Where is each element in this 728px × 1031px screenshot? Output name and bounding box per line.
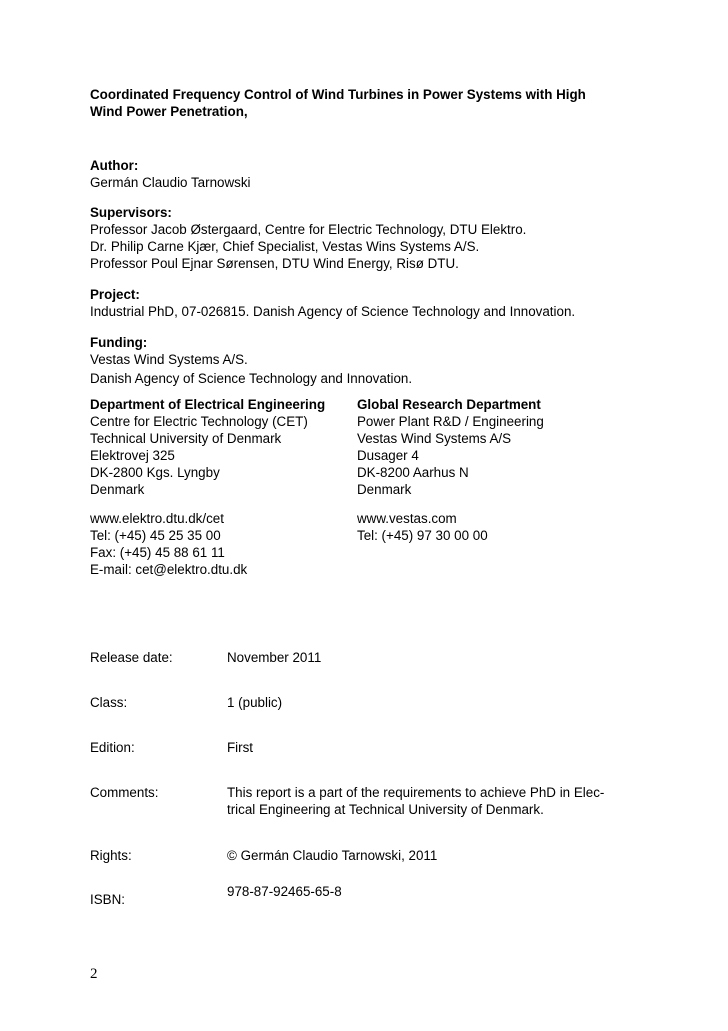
phone-number: Tel: (+45) 45 25 35 00 bbox=[90, 528, 221, 543]
comments-label: Comments: bbox=[90, 785, 159, 800]
class-value: 1 (public) bbox=[227, 695, 283, 710]
funding-item: Danish Agency of Science Technology and Innovation. bbox=[90, 371, 413, 386]
address-line: Power Plant R&D / Engineering bbox=[357, 414, 544, 429]
project-text: Industrial PhD, 07-026815. Danish Agency of Science Technology and Innovation. bbox=[90, 304, 576, 319]
address-line: Denmark bbox=[357, 482, 412, 497]
author-section bbox=[90, 157, 650, 191]
document-title bbox=[90, 86, 650, 120]
rights-value: © Germán Claudio Tarnowski, 2011 bbox=[227, 848, 438, 863]
fax-number: Fax: (+45) 45 88 61 11 bbox=[90, 545, 225, 560]
supervisor-item: Professor Jacob Østergaard, Centre for Electric Technology, DTU Elektro. bbox=[90, 222, 527, 237]
front-matter bbox=[90, 86, 650, 387]
title-line-1: Coordinated Frequency Control of Wind Turbines in Power Systems with High bbox=[90, 87, 586, 102]
supervisor-item: Dr. Philip Carne Kjær, Chief Specialist, Vestas Wins Systems A/S. bbox=[90, 239, 480, 254]
address-line: Denmark bbox=[90, 482, 145, 497]
release-date-label: Release date: bbox=[90, 650, 173, 665]
page-number: 2 bbox=[90, 966, 98, 982]
address-line: Technical University of Denmark bbox=[90, 431, 282, 446]
funding-item: Vestas Wind Systems A/S. bbox=[90, 352, 248, 367]
project-section bbox=[90, 286, 650, 320]
author-label: Author: bbox=[90, 158, 139, 173]
funding-label: Funding: bbox=[90, 335, 148, 350]
email-address[interactable]: E-mail: cet@elektro.dtu.dk bbox=[90, 562, 248, 577]
isbn-label: ISBN: bbox=[90, 892, 125, 907]
address-line: Elektrovej 325 bbox=[90, 448, 175, 463]
address-line: DK-2800 Kgs. Lyngby bbox=[90, 465, 220, 480]
comments-line: This report is a part of the requirements to achieve PhD in Elec- bbox=[227, 785, 605, 800]
left-organisation bbox=[90, 396, 350, 578]
supervisor-item: Professor Poul Ejnar Sørensen, DTU Wind Energy, Risø DTU. bbox=[90, 256, 459, 271]
website-link[interactable]: www.vestas.com bbox=[357, 511, 457, 526]
left-org-heading: Department of Electrical Engineering bbox=[90, 397, 326, 412]
comments-value bbox=[227, 784, 627, 818]
website-link[interactable]: www.elektro.dtu.dk/cet bbox=[90, 511, 224, 526]
address-line: Centre for Electric Technology (CET) bbox=[90, 414, 308, 429]
edition-label: Edition: bbox=[90, 740, 135, 755]
project-label: Project: bbox=[90, 287, 140, 302]
author-name: Germán Claudio Tarnowski bbox=[90, 175, 251, 190]
address-line: DK-8200 Aarhus N bbox=[357, 465, 469, 480]
right-organisation bbox=[357, 396, 637, 544]
supervisors-section bbox=[90, 204, 650, 272]
funding-section bbox=[90, 334, 650, 387]
edition-value: First bbox=[227, 740, 254, 755]
isbn-value: 978-87-92465-65-8 bbox=[227, 884, 342, 899]
address-line: Vestas Wind Systems A/S bbox=[357, 431, 512, 446]
title-line-2: Wind Power Penetration, bbox=[90, 104, 248, 119]
right-org-heading: Global Research Department bbox=[357, 397, 541, 412]
rights-label: Rights: bbox=[90, 848, 132, 863]
phone-number: Tel: (+45) 97 30 00 00 bbox=[357, 528, 488, 543]
address-line: Dusager 4 bbox=[357, 448, 419, 463]
class-label: Class: bbox=[90, 695, 128, 710]
release-date-value: November 2011 bbox=[227, 650, 322, 665]
supervisors-label: Supervisors: bbox=[90, 205, 172, 220]
comments-line: trical Engineering at Technical University of Denmark. bbox=[227, 802, 544, 817]
